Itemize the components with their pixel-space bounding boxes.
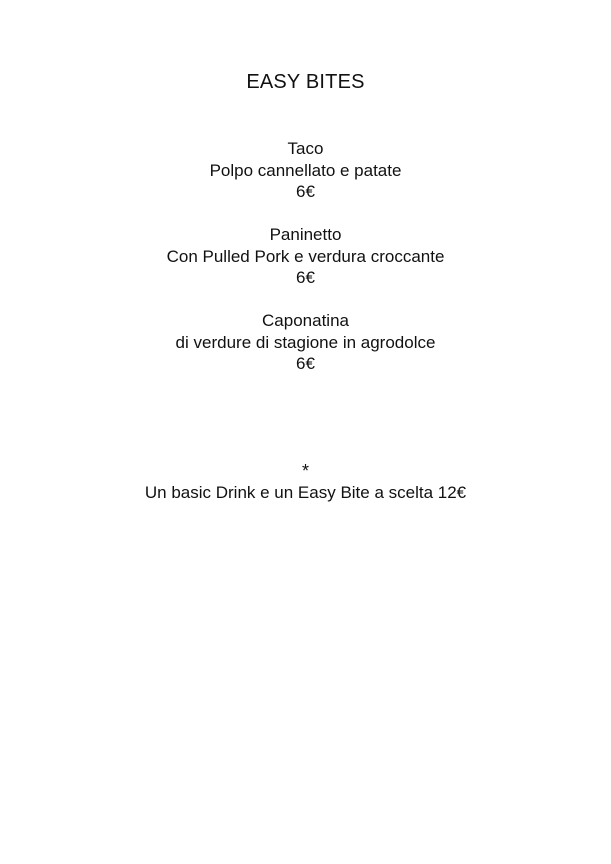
separator-asterisk: * — [301, 461, 309, 481]
menu-item-paninetto — [0, 224, 611, 289]
item-name: Caponatina — [262, 311, 349, 330]
item-name: Paninetto — [269, 225, 342, 244]
item-description: Polpo cannellato e patate — [209, 160, 402, 180]
item-price: 6€ — [296, 354, 315, 373]
combo-offer: Un basic Drink e un Easy Bite a scelta 12€ — [144, 483, 467, 502]
item-name: Taco — [287, 139, 324, 158]
menu-item-caponatina — [0, 310, 611, 375]
item-description: Con Pulled Pork e verdura croccante — [166, 246, 445, 266]
menu-item-taco — [0, 138, 611, 203]
menu-title: EASY BITES — [246, 71, 365, 93]
item-description: di verdure di stagione in agrodolce — [175, 332, 436, 352]
item-price: 6€ — [296, 182, 315, 201]
item-price: 6€ — [296, 268, 315, 287]
